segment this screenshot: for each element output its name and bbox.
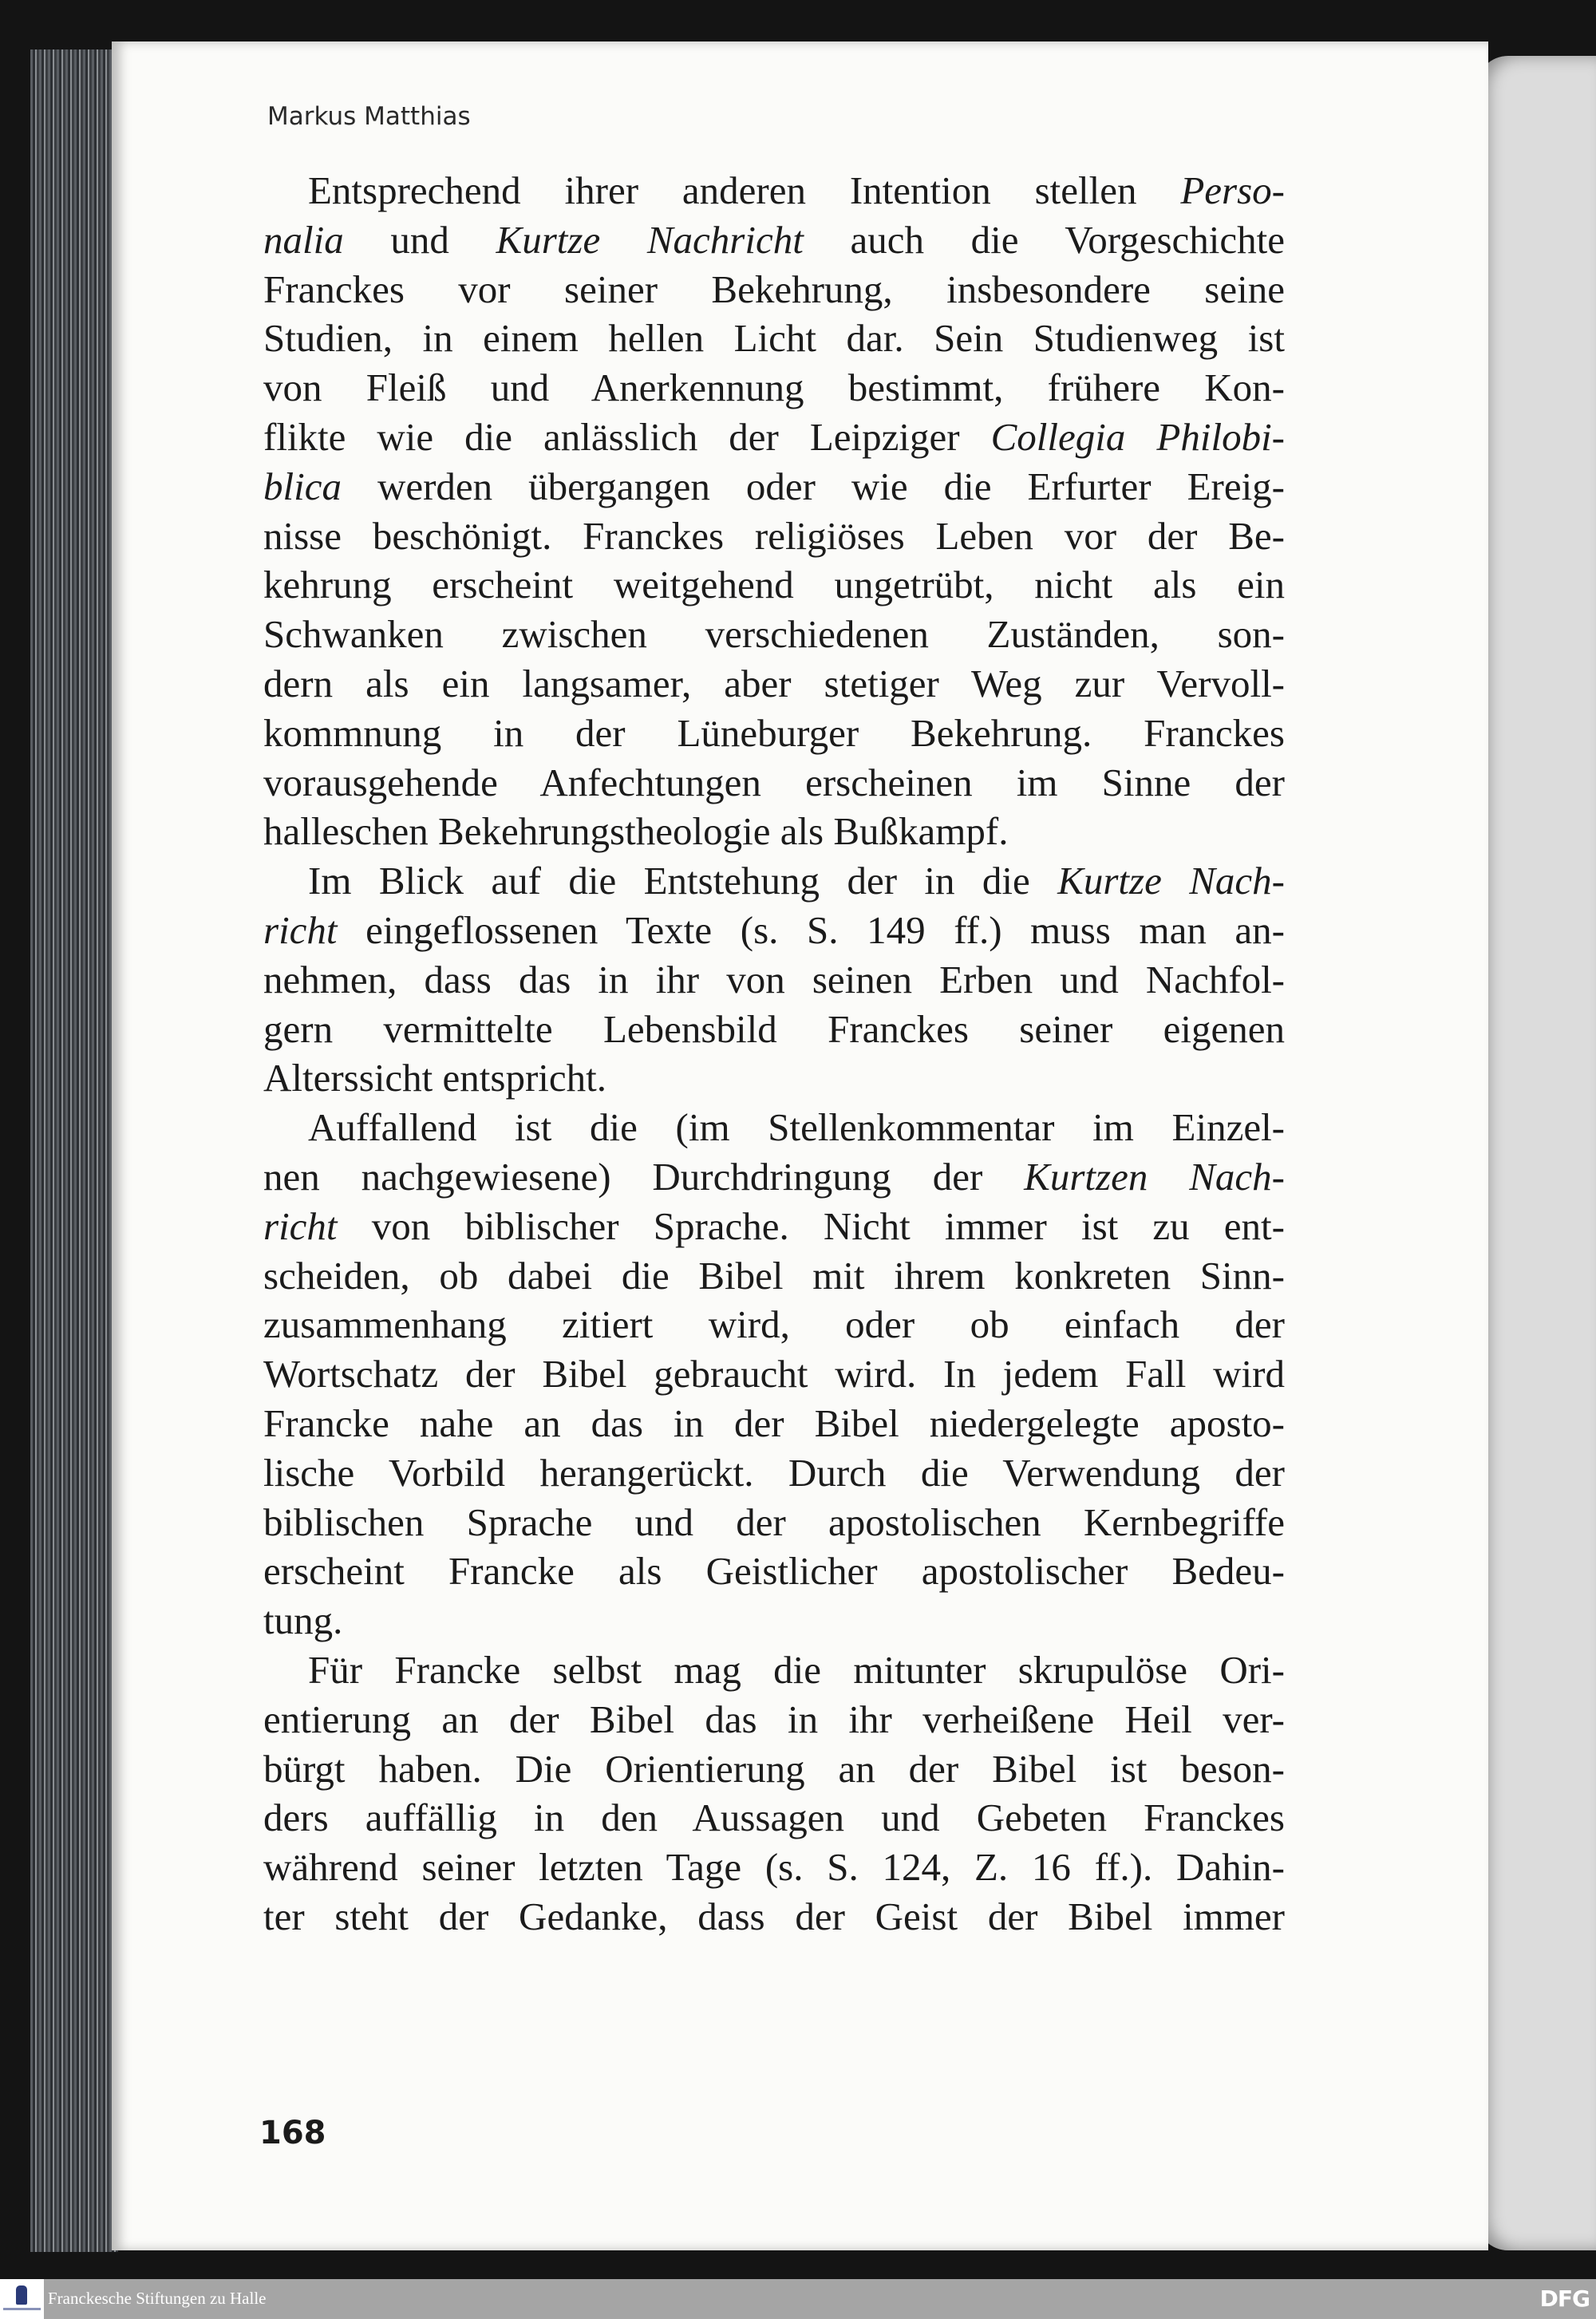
- page-number: 168: [259, 2115, 326, 2151]
- text-line: [263, 906, 1285, 955]
- text-line: [263, 758, 1285, 808]
- text-segment: dern als ein langsamer, aber stetiger Weg zur Vervoll-: [263, 661, 1285, 705]
- text-segment: auch die Vorgeschichte: [803, 217, 1285, 262]
- text-segment: halleschen Bekehrungstheologie als Bußkampf.: [263, 809, 1009, 854]
- text-line: [263, 955, 1285, 1005]
- text-segment: nisse beschönigt. Franckes religiöses Leben vor der Be-: [263, 513, 1285, 558]
- text-segment: Francke nahe an das in der Bibel niedergelegte aposto-: [263, 1400, 1285, 1445]
- text-segment: Auffallend ist die (im Stellenkommentar im Einzel-: [308, 1105, 1285, 1150]
- text-line: [263, 1695, 1285, 1744]
- italic-title: richt: [263, 1203, 338, 1248]
- text-line: [263, 610, 1285, 659]
- text-line: [263, 1349, 1285, 1399]
- text-line: [263, 1744, 1285, 1794]
- text-segment: lische Vorbild herangerückt. Durch die Verwendung der: [263, 1450, 1285, 1495]
- text-segment: ders auffällig in den Aussagen und Gebeten Franckes: [263, 1796, 1285, 1840]
- page-stack-edges: [30, 49, 118, 2252]
- text-segment: Franckes vor seiner Bekehrung, insbesondere seine: [263, 267, 1285, 311]
- italic-title: Kurtze Nach-: [1057, 859, 1285, 903]
- text-line: [263, 1251, 1285, 1301]
- text-segment: werden übergangen oder wie die Erfurter Ereig-: [341, 464, 1285, 508]
- text-segment: erscheint Francke als Geistlicher apostolischer Bedeu-: [263, 1549, 1285, 1594]
- text-segment: vorausgehende Anfechtungen erscheinen im Sinne der: [263, 760, 1285, 804]
- body-text: [263, 166, 1285, 1942]
- text-line: [263, 1645, 1285, 1695]
- text-line: [263, 314, 1285, 363]
- text-segment: und: [343, 217, 496, 262]
- text-line: [263, 1399, 1285, 1448]
- text-segment: Für Francke selbst mag die mitunter skrupulöse Ori-: [308, 1647, 1285, 1692]
- text-line: [263, 363, 1285, 413]
- facing-page-edge: [1476, 56, 1596, 2250]
- dfg-logo: DFG: [1539, 2285, 1590, 2312]
- text-segment: ter steht der Gedanke, dass der Geist der Bibel immer: [263, 1894, 1285, 1938]
- text-line: [263, 1202, 1285, 1251]
- text-line: [263, 512, 1285, 561]
- text-line: [263, 1300, 1285, 1349]
- text-segment: tung.: [263, 1598, 343, 1643]
- text-segment: flikte wie die anlässlich der Leipziger: [263, 414, 991, 459]
- text-line: [263, 1892, 1285, 1942]
- text-line: [263, 1596, 1285, 1645]
- italic-title: blica: [263, 464, 342, 508]
- text-line: [263, 1152, 1285, 1202]
- text-line: [263, 215, 1285, 265]
- text-segment: Alterssicht entspricht.: [263, 1056, 607, 1100]
- text-segment: nehmen, dass das in ihr von seinen Erben und Nachfol-: [263, 957, 1285, 1001]
- text-segment: während seiner letzten Tage (s. S. 124, Z. 16 ff.). Dahin-: [263, 1845, 1285, 1890]
- text-line: [263, 1005, 1285, 1054]
- text-segment: zusammenhang zitiert wird, oder ob einfach der: [263, 1302, 1285, 1347]
- text-line: [263, 1843, 1285, 1892]
- text-line: [263, 265, 1285, 314]
- text-segment: von biblischer Sprache. Nicht immer ist zu ent-: [337, 1203, 1285, 1248]
- text-segment: Wortschatz der Bibel gebraucht wird. In jedem Fall wird: [263, 1352, 1285, 1397]
- text-segment: Entsprechend ihrer anderen Intention stellen: [308, 168, 1181, 212]
- text-line: [263, 1448, 1285, 1498]
- text-segment: Schwanken zwischen verschiedenen Zuständen, son-: [263, 612, 1285, 657]
- text-segment: entierung an der Bibel das in ihr verheißene Heil ver-: [263, 1697, 1285, 1741]
- text-line: [263, 1053, 1285, 1103]
- text-segment: nen nachgewiesene) Durchdringung der: [263, 1154, 1025, 1199]
- running-head: Markus Matthias: [267, 102, 471, 131]
- text-segment: scheiden, ob dabei die Bibel mit ihrem konkreten Sinn-: [263, 1253, 1285, 1298]
- text-segment: von Fleiß und Anerkennung bestimmt, frühere Kon-: [263, 365, 1285, 410]
- text-line: [263, 659, 1285, 709]
- institution-logo: [0, 2279, 44, 2319]
- text-segment: eingeflossenen Texte (s. S. 149 ff.) muss man an-: [337, 907, 1285, 952]
- italic-title: Perso-: [1180, 168, 1285, 212]
- italic-title: Kurtzen Nach-: [1024, 1154, 1285, 1199]
- text-line: [263, 709, 1285, 758]
- text-segment: kommnung in der Lüneburger Bekehrung. Franckes: [263, 710, 1285, 755]
- italic-title: Collegia Philobi-: [990, 414, 1286, 459]
- text-line: [263, 1547, 1285, 1596]
- text-segment: Im Blick auf die Entstehung der in die: [308, 859, 1058, 903]
- text-segment: Studien, in einem hellen Licht dar. Sein Studienweg ist: [263, 316, 1285, 361]
- text-line: [263, 807, 1285, 856]
- italic-title: nalia: [263, 217, 344, 262]
- text-segment: gern vermittelte Lebensbild Franckes seiner eigenen: [263, 1006, 1285, 1051]
- text-line: [263, 1103, 1285, 1152]
- text-line: [263, 413, 1285, 462]
- text-segment: bürgt haben. Die Orientierung an der Bibel ist beson-: [263, 1746, 1285, 1791]
- text-line: [263, 856, 1285, 906]
- text-line: [263, 1793, 1285, 1843]
- text-line: [263, 462, 1285, 512]
- text-line: [263, 1498, 1285, 1547]
- institution-name: Franckesche Stiftungen zu Halle: [48, 2289, 267, 2308]
- text-segment: kehrung erscheint weitgehend ungetrübt, nicht als ein: [263, 563, 1285, 607]
- text-line: [263, 166, 1285, 215]
- text-segment: biblischen Sprache und der apostolischen Kernbegriffe: [263, 1499, 1285, 1544]
- text-line: [263, 560, 1285, 610]
- viewer-footer: [0, 2279, 1596, 2319]
- italic-title: richt: [263, 907, 338, 952]
- italic-title: Kurtze Nachricht: [496, 217, 804, 262]
